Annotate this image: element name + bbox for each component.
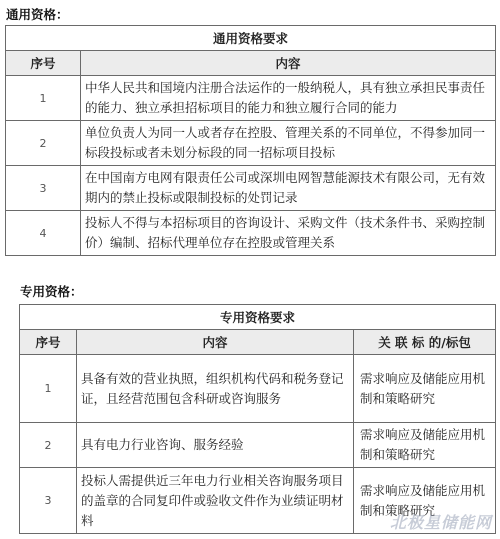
row-related-package: 需求响应及储能应用机制和策略研究 — [354, 355, 496, 423]
table-row — [20, 355, 496, 423]
row-number: 1 — [20, 355, 77, 423]
table-row — [6, 121, 496, 166]
row-content: 中华人民共和国境内注册合法运作的一般纳税人，具有独立承担民事责任的能力、独立承担招标项目的能力和独立履行合同的能力 — [81, 76, 496, 121]
table-row — [6, 211, 496, 256]
column-header-content: 内容 — [77, 330, 354, 355]
row-number: 3 — [6, 166, 81, 211]
table-row — [6, 76, 496, 121]
row-number: 2 — [6, 121, 81, 166]
row-number: 3 — [20, 468, 77, 534]
general-qualification-table — [5, 25, 496, 256]
column-header-content: 内容 — [81, 51, 496, 76]
row-related-package: 需求响应及储能应用机制和策略研究 — [354, 423, 496, 468]
table-row — [6, 166, 496, 211]
row-content: 具备有效的营业执照，组织机构代码和税务登记证，且经营范围包含科研或咨询服务 — [77, 355, 354, 423]
row-content: 具有电力行业咨询、服务经验 — [77, 423, 354, 468]
row-content: 在中国南方电网有限责任公司或深圳电网智慧能源技术有限公司，无有效期内的禁止投标或限制投标的处罚记录 — [81, 166, 496, 211]
row-number: 2 — [20, 423, 77, 468]
column-header-number: 序号 — [6, 51, 81, 76]
special-table-title: 专用资格要求 — [20, 305, 496, 330]
special-qualification-table — [19, 304, 496, 534]
general-table-title: 通用资格要求 — [6, 26, 496, 51]
row-number: 4 — [6, 211, 81, 256]
table-row — [20, 423, 496, 468]
column-header-related-package: 关 联 标 的/标包 — [354, 330, 496, 355]
column-header-number: 序号 — [20, 330, 77, 355]
row-content: 单位负责人为同一人或者存在控股、管理关系的不同单位，不得参加同一标段投标或者未划分标段的同一招标项目投标 — [81, 121, 496, 166]
watermark-logo: 北极星储能网 — [389, 513, 492, 532]
general-qualification-label: 通用资格： — [6, 7, 69, 22]
row-number: 1 — [6, 76, 81, 121]
row-content: 投标人需提供近三年电力行业相关咨询服务项目的盖章的合同复印件或验收文件作为业绩证明材料 — [77, 468, 354, 534]
row-related-package: 需求响应及储能应用机制和策略研究 — [354, 468, 496, 534]
special-qualification-label: 专用资格： — [20, 284, 83, 299]
row-content: 投标人不得与本招标项目的咨询设计、采购文件（技术条件书、采购控制价）编制、招标代理单位存在控股或管理关系 — [81, 211, 496, 256]
